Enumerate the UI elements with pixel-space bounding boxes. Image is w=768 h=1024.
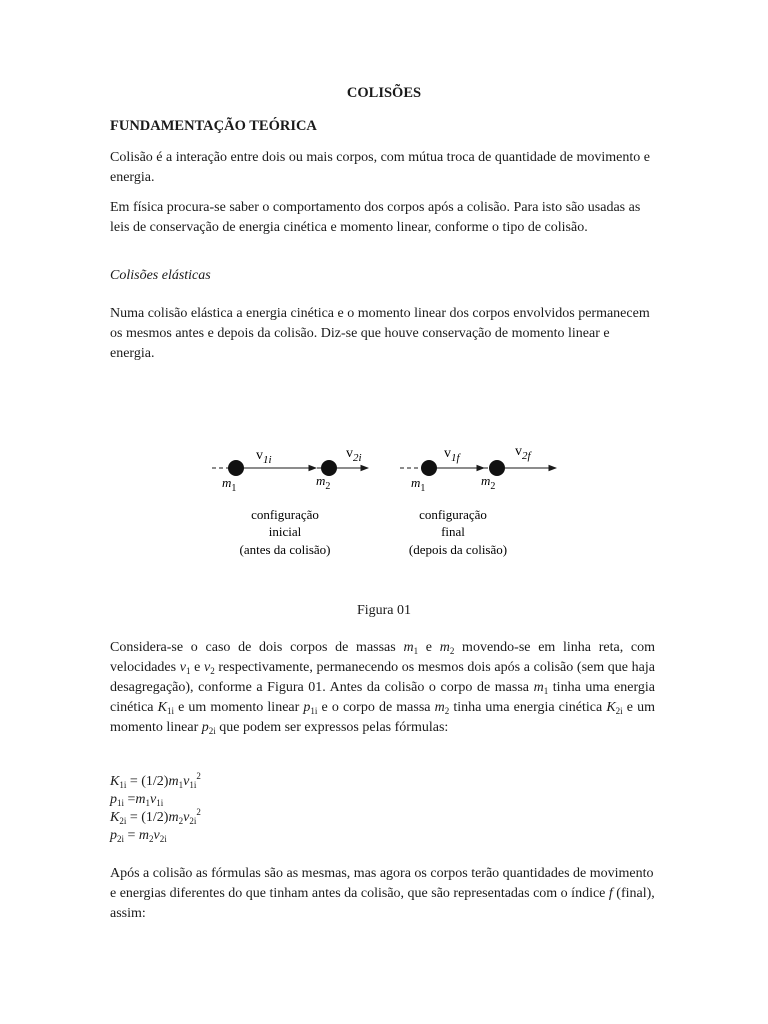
formula-p1i: $p_{1i} =m_1v_{1i}$ (110, 792, 164, 808)
left-caption-line1: configuração (251, 507, 319, 522)
document-title: COLISÕES (346, 85, 422, 101)
right-caption-line3: (depois da colisão) (408, 542, 508, 557)
left-m1-label: $m_1$ (222, 475, 237, 494)
paragraph-two-bodies: Considera-se o caso de dois corpos de massas $m_1$ e $m_2$ movendo-se em linha reta, com velocidades $v_1$ e $v_2$ respectivamente, permanecendo os mesmos dois após a colisão (sem que haja desagregação), conforme a Figura 01. Antes da colisão o corpo de massa $m_1$ tinha uma energia cinética $K_{1i}$ e um momento linear $p_{1i}$ e o corpo de massa $m_2$ tinha uma energia cinética $K_{2i}$ e um momento linear $p_{2i}$ que podem ser expressos pelas fórmulas: (110, 640, 656, 736)
left-m2-label: $m_2$ (316, 473, 331, 492)
figure-caption: Figura 01 (356, 603, 412, 618)
collision-figure (0, 440, 768, 570)
formula-k2i: $K_{2i} = (1/2)m_2v_{2i}^2$ (110, 807, 201, 826)
left-caption-line2: inicial (268, 524, 302, 539)
right-m1-label: $m_1$ (411, 475, 426, 494)
left-caption-line3: (antes da colisão) (239, 542, 331, 557)
right-mass2-ball (489, 460, 505, 476)
paragraph-elastic: Numa colisão elástica a energia cinética e o momento linear dos corpos envolvidos permanecem os mesmos antes e depois da colisão. Diz-se que houve conservação de momento linear e energia. (110, 306, 650, 361)
subsection-heading: Colisões elásticas (110, 268, 211, 283)
right-v1-label: $v_{1f}$ (444, 446, 460, 464)
paragraph-definition: Colisão é a interação entre dois ou mais corpos, com mútua troca de quantidade de movimento e energia. (110, 150, 650, 185)
formula-p2i: $p_{2i} = m_2v_{2i}$ (110, 828, 167, 844)
left-mass1-ball (228, 460, 244, 476)
right-v2-label: $v_{2f}$ (515, 444, 531, 462)
right-mass1-ball (421, 460, 437, 476)
left-v2-label: $v_{2i}$ (346, 446, 362, 464)
right-m2-label: $m_2$ (481, 473, 496, 492)
section-heading: FUNDAMENTAÇÃO TEÓRICA (110, 118, 317, 134)
formula-k1i: $K_{1i} = (1/2)m_1v_{1i}^2$ (110, 771, 201, 790)
right-caption-line1: configuração (419, 507, 487, 522)
paragraph-after-collision: Após a colisão as fórmulas são as mesmas, mas agora os corpos terão quantidades de movimento e energias diferentes do que tinham antes da colisão, que são representadas com o índice f (final), assim: (110, 866, 655, 921)
right-caption-line2: final (441, 524, 465, 539)
left-v1-label: $v_{1i}$ (256, 448, 272, 466)
paragraph-conservation: Em física procura-se saber o comportamento dos corpos após a colisão. Para isto são usadas as leis de conservação de energia cinética e momento linear, conforme o tipo de colisão. (110, 200, 641, 235)
formula-block (110, 773, 201, 845)
